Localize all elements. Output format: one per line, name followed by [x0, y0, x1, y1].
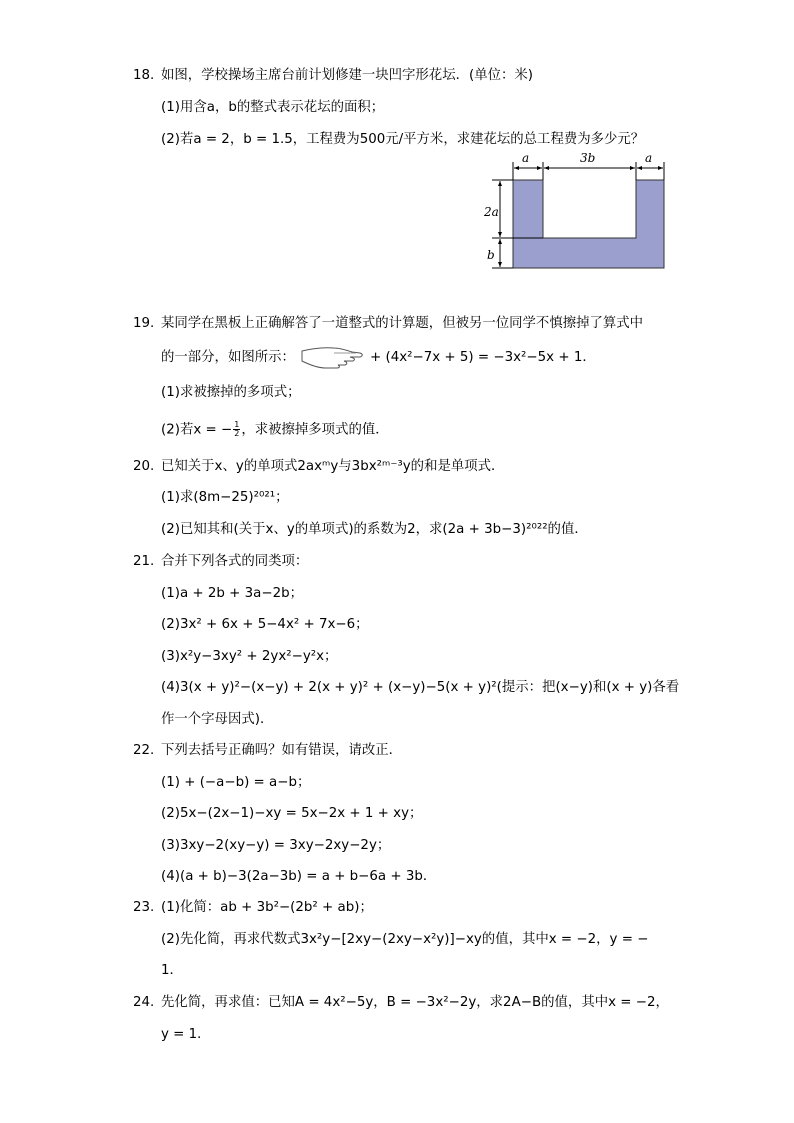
q23-number: 23. [133, 900, 155, 915]
fraction-numerator: 1 [234, 420, 240, 429]
label-left-b: b [487, 248, 495, 262]
q21-part2: (2)3x² + 6x + 5−4x² + 7x−6； [161, 617, 369, 632]
q20-part2: (2)已知其和(关于x、y的单项式)的系数为2，求(2a + 3b−3)²⁰²²的值． [161, 522, 588, 537]
q22-part4: (4)(a + b)−3(2a−3b) = a + b−6a + 3b． [161, 869, 437, 884]
q18-part1: (1)用含a，b的整式表示花坛的面积； [161, 100, 385, 115]
q24-number: 24. [133, 995, 155, 1010]
q19-stem-line2: 的一部分，如图所示： [161, 350, 295, 365]
q23-part1: (1)化简：ab + 3b²−(2b² + ab)； [161, 900, 373, 915]
q21-part1: (1)a + 2b + 3a−2b； [161, 586, 304, 601]
label-top-a: a [522, 151, 530, 165]
q19-part2 [161, 421, 389, 440]
q18-part2: (2)若a = 2，b = 1.5，工程费为500元/平方米，求建花坛的总工程费为多少元？ [161, 132, 645, 147]
q22-part1: (1) + (−a−b) = a−b； [161, 775, 311, 790]
q21-part3: (3)x²y−3xy² + 2yx²−y²x； [161, 649, 338, 664]
q22-part2: (2)5x−(2x−1)−xy = 5x−2x + 1 + xy； [161, 806, 423, 821]
q19-part1: (1)求被擦掉的多项式； [161, 385, 301, 400]
flower-bed-shape [513, 180, 664, 268]
q18-stem: 如图，学校操场主席台前计划修建一块凹字形花坛．(单位：米) [161, 68, 533, 83]
q21-part4-line1: (4)3(x + y)²−(x−y) + 2(x + y)² + (x−y)−5(x + y)²(提示：把(x−y)和(x + y)各看 [161, 680, 680, 695]
q22-stem: 下列去括号正确吗？如有错误，请改正． [161, 743, 403, 758]
label-top-a-right: a [645, 151, 653, 165]
q19-equation: + (4x²−7x + 5) = −3x²−5x + 1． [370, 350, 596, 365]
q23-part2-line1: (2)先化简，再求代数式3x²y−[2xy−(2xy−x²y)]−xy的值，其中x = −2，y = − [161, 932, 649, 947]
q18-number: 18. [133, 68, 155, 83]
q24-stem-line1: 先化简，再求值：已知A = 4x²−5y，B = −3x²−2y，求2A−B的值，其中x = −2， [161, 995, 669, 1010]
q22-part3: (3)3xy−2(xy−y) = 3xy−2xy−2y； [161, 838, 391, 853]
q19-part2-post: ，求被擦掉多项式的值． [241, 422, 389, 438]
q19-stem-line1: 某同学在黑板上正确解答了一道整式的计算题，但被另一位同学不慎擦掉了算式中 [161, 316, 644, 331]
hand-icon [300, 343, 366, 371]
fraction-denominator: 2 [234, 429, 240, 438]
q24-stem-line2: y = 1． [161, 1027, 211, 1042]
label-top-3b: 3b [580, 151, 596, 165]
label-left-2a: 2a [484, 205, 499, 219]
fraction-one-half [233, 421, 240, 438]
q21-number: 21. [133, 554, 155, 569]
q19-part2-pre: (2)若x = − [161, 422, 233, 438]
q21-stem: 合并下列各式的同类项： [161, 554, 309, 569]
q22-number: 22. [133, 743, 155, 758]
q20-stem: 已知关于x、y的单项式2axᵐy与3bx²ᵐ⁻³y的和是单项式． [161, 459, 505, 474]
q21-part4-line2: 作一个字母因式)． [161, 712, 274, 727]
q23-part2-line2: 1． [161, 963, 183, 978]
flower-bed-figure [478, 148, 668, 273]
q19-number: 19. [133, 316, 155, 331]
q20-part1: (1)求(8m−25)²⁰²¹； [161, 490, 289, 505]
q20-number: 20. [133, 459, 155, 474]
